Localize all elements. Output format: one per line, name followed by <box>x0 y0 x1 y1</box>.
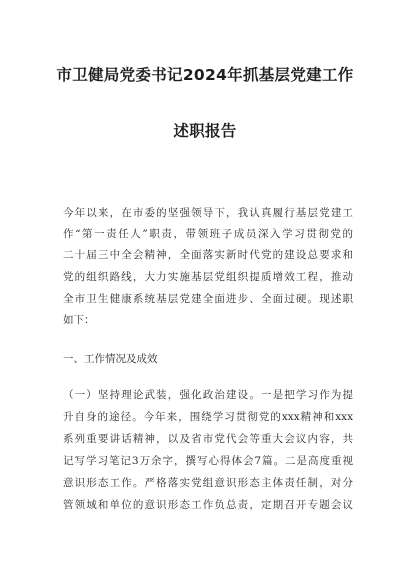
para1-line-1: （一）坚持理论武装，强化政治建设。一是把学习作为提 <box>63 389 353 401</box>
intro-line-2: 作“第一责任人”职责，带领班子成员深入学习贯彻党的 <box>63 228 353 240</box>
intro-line-3: 二十届三中全会精神，全面落实新时代党的建设总要求和 <box>63 249 353 261</box>
document-title: 市卫健局党委书记2024年抓基层党建工作 <box>56 66 354 84</box>
para1-line-2: 升自身的途径。今年来，围绕学习贯彻党的xxx精神和xxx <box>63 411 353 423</box>
document-subtitle: 述职报告 <box>173 122 237 140</box>
intro-line-5: 全市卫生健康系统基层党建全面进步、全面过硬。现述职 <box>63 293 353 305</box>
intro-line-1: 今年以来，在市委的坚强领导下，我认真履行基层党建工 <box>63 207 353 219</box>
para1-line-6: 管领域和单位的意识形态工作负总责，定期召开专题会议 <box>63 499 353 511</box>
para1-line-4: 记写学习笔记3万余字，撰写心得体会7篇。二是高度重视 <box>63 455 353 467</box>
intro-line-6: 如下： <box>63 314 95 326</box>
section-heading-1: 一、工作情况及成效 <box>63 353 158 365</box>
para1-line-5: 意识形态工作。严格落实党组意识形态主体责任制，对分 <box>63 477 353 489</box>
intro-line-4: 党的组织路线，大力实施基层党组织提质增效工程，推动 <box>63 271 353 283</box>
para1-line-3: 系列重要讲话精神，以及省市党代会等重大会议内容，共 <box>63 433 353 445</box>
